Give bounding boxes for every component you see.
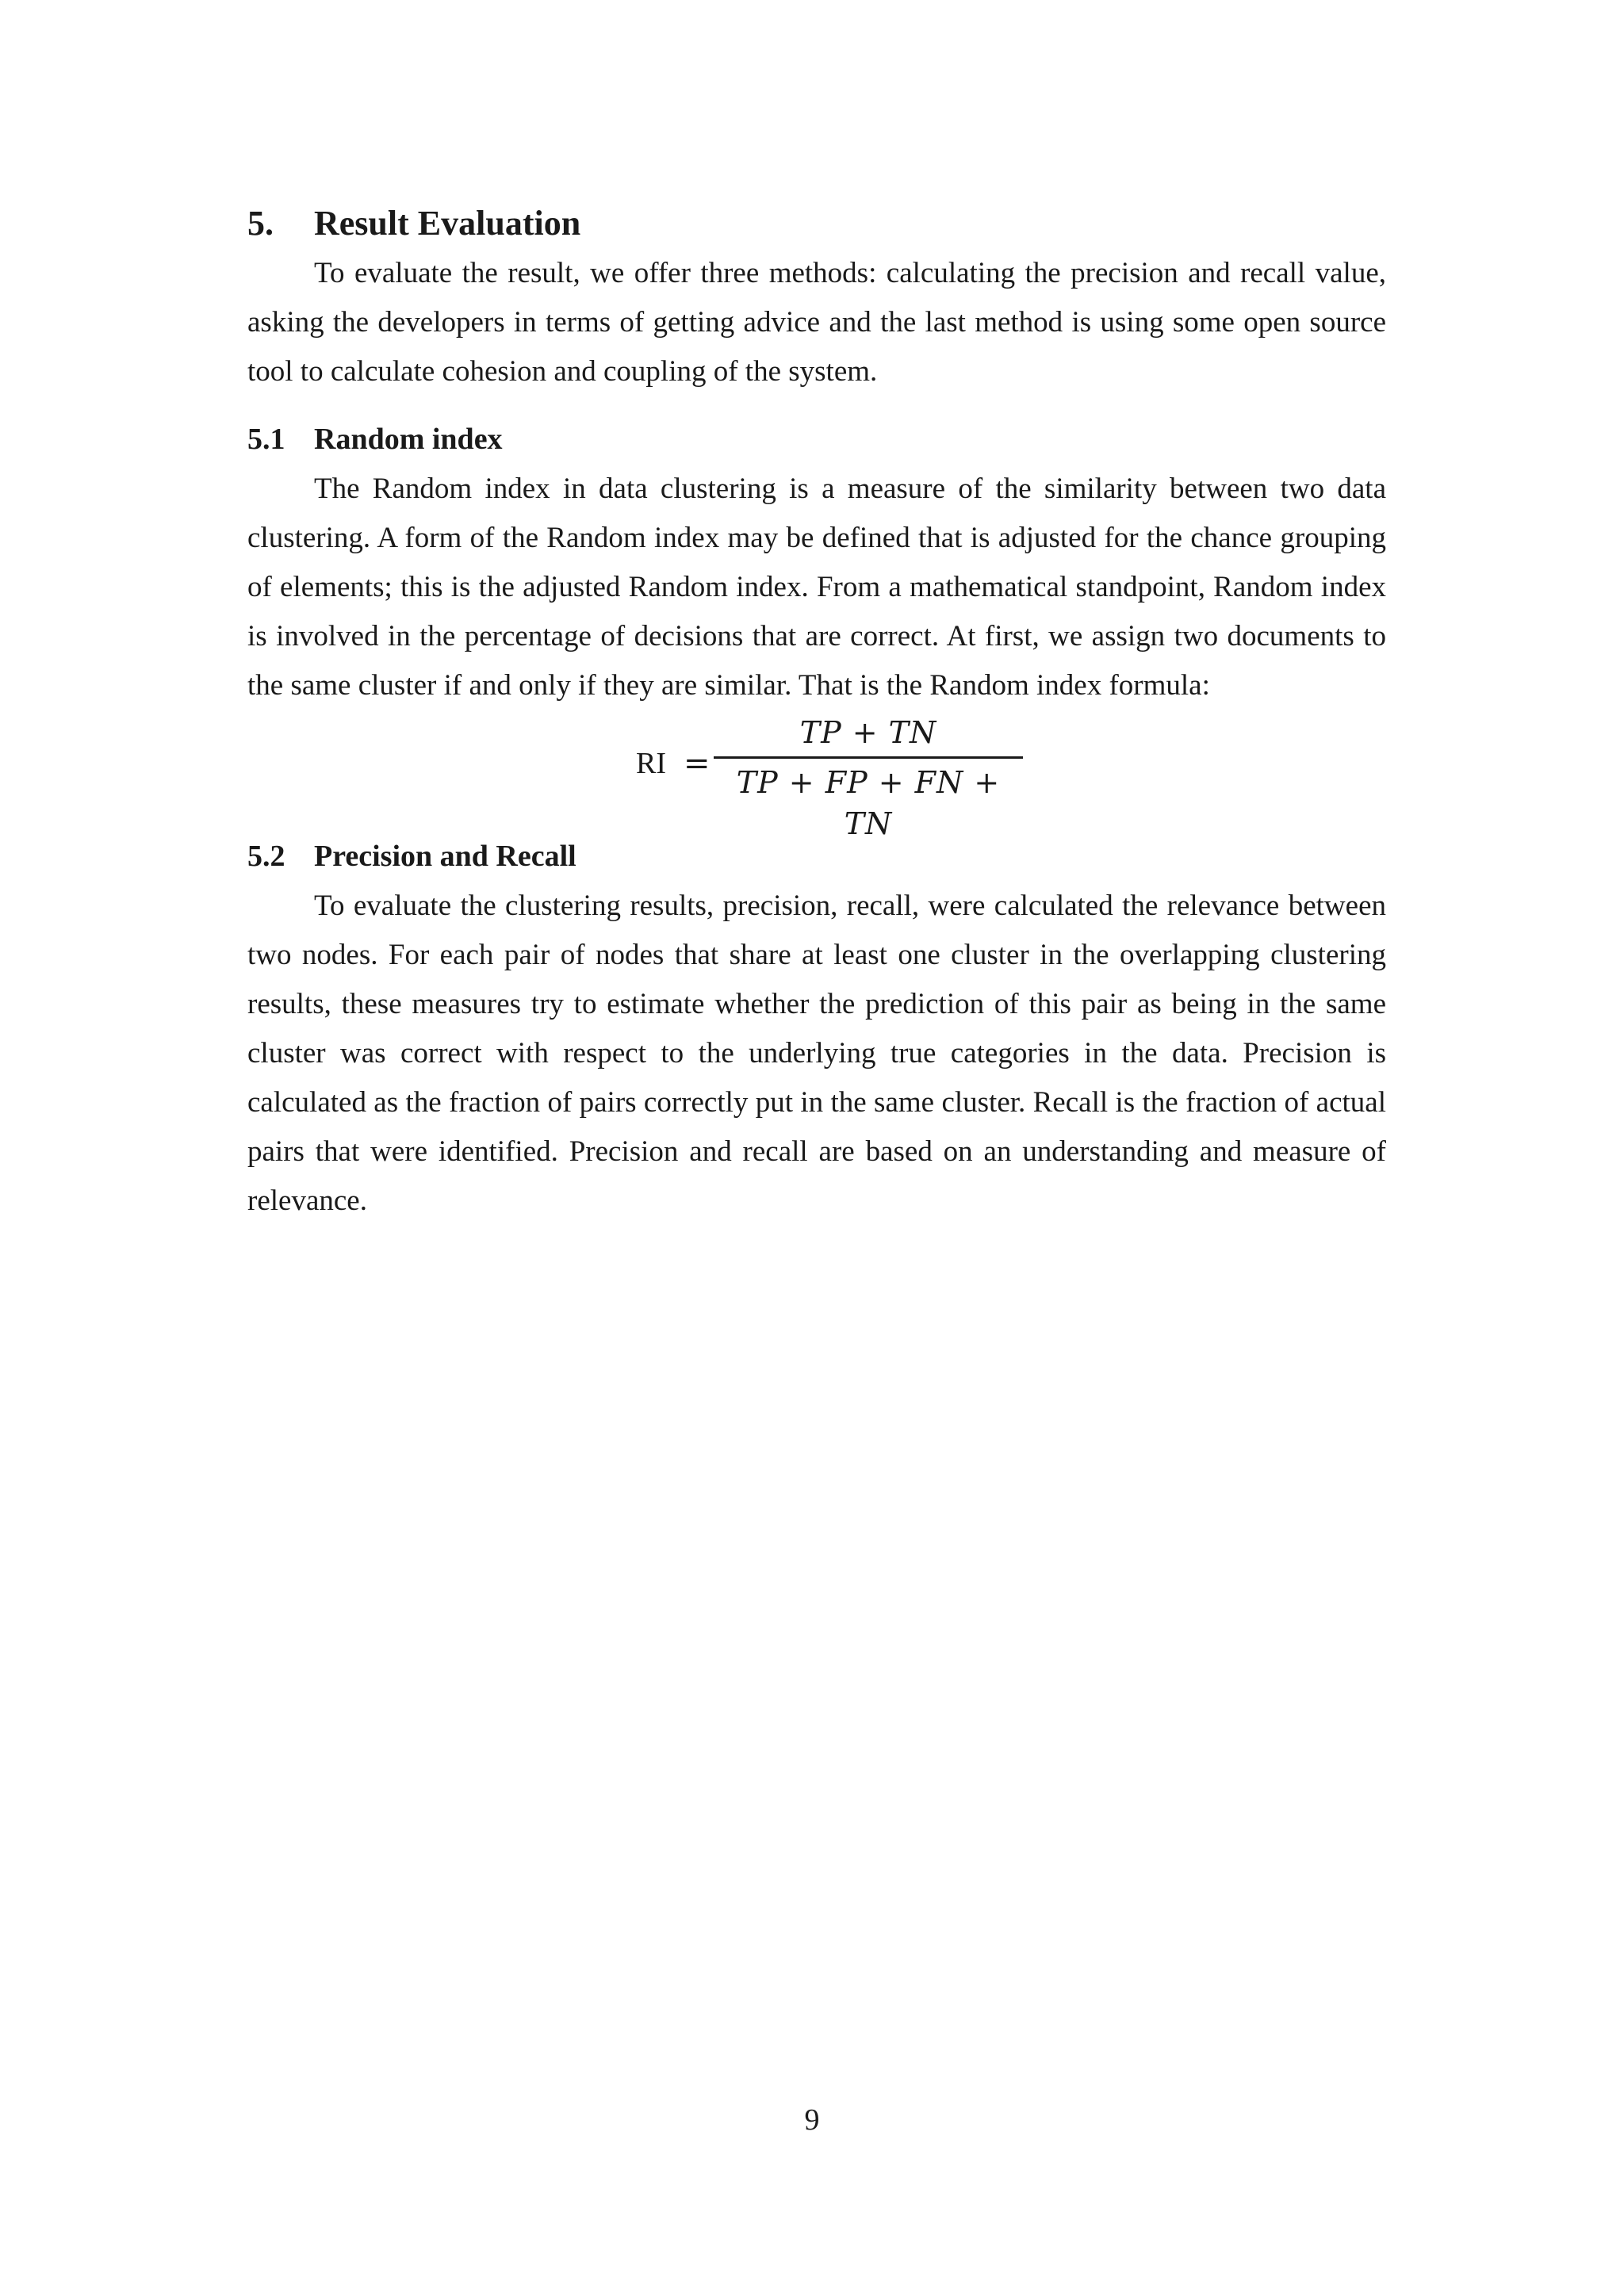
formula-denominator: TP + FP + FN + TN: [736, 765, 1001, 841]
section-5-2-title: Precision and Recall: [314, 840, 576, 873]
section-5-intro-paragraph: To evaluate the result, we offer three methods: calculating the precision and recall value, asking the developers in terms of getting advice and the last method is using some open source tool to calculate cohesion and coupling of the system.: [247, 257, 1386, 388]
section-5-2-paragraph: To evaluate the clustering results, precision, recall, were calculated the relevance between two nodes. For each pair of nodes that share at least one cluster in the overlapping clustering results, these measures try to estimate whether the prediction of this pair as being in the same cluster was correct with respect to the underlying true categories in the data. Precision is calculated as the fraction of pairs correctly put in the same cluster. Recall is the fraction of actual pairs that were identified. Precision and recall are based on an understanding and measure of relevance.: [247, 890, 1386, 1217]
section-5-1-number: 5.1: [247, 423, 285, 456]
formula-numerator: TP + TN: [799, 715, 937, 750]
section-5-1-title: Random index: [314, 423, 503, 456]
formula-lhs: RI: [636, 747, 666, 780]
section-5-1-heading: [247, 419, 1386, 460]
section-5-2-number: 5.2: [247, 840, 285, 873]
section-5-1-paragraph: The Random index in data clustering is a measure of the similarity between two data clustering. A form of the Random index may be defined that is adjusted for the chance grouping of elements; this is the adjusted Random index. From a mathematical standpoint, Random index is involved in the percentage of decisions that are correct. At first, we assign two documents to the same cluster if and only if they are similar. That is the Random index formula:: [247, 473, 1386, 702]
section-5-heading: [247, 200, 1386, 247]
formula-fraction: [714, 712, 1023, 844]
page-content: [247, 200, 1386, 1226]
formula-equals-sign: =: [684, 745, 710, 782]
section-5-number: 5.: [247, 204, 274, 243]
formula-fraction-bar: [714, 756, 1023, 759]
page-number: 9: [804, 2103, 820, 2137]
section-5-title: Result Evaluation: [314, 204, 581, 243]
random-index-formula: [247, 712, 1386, 841]
